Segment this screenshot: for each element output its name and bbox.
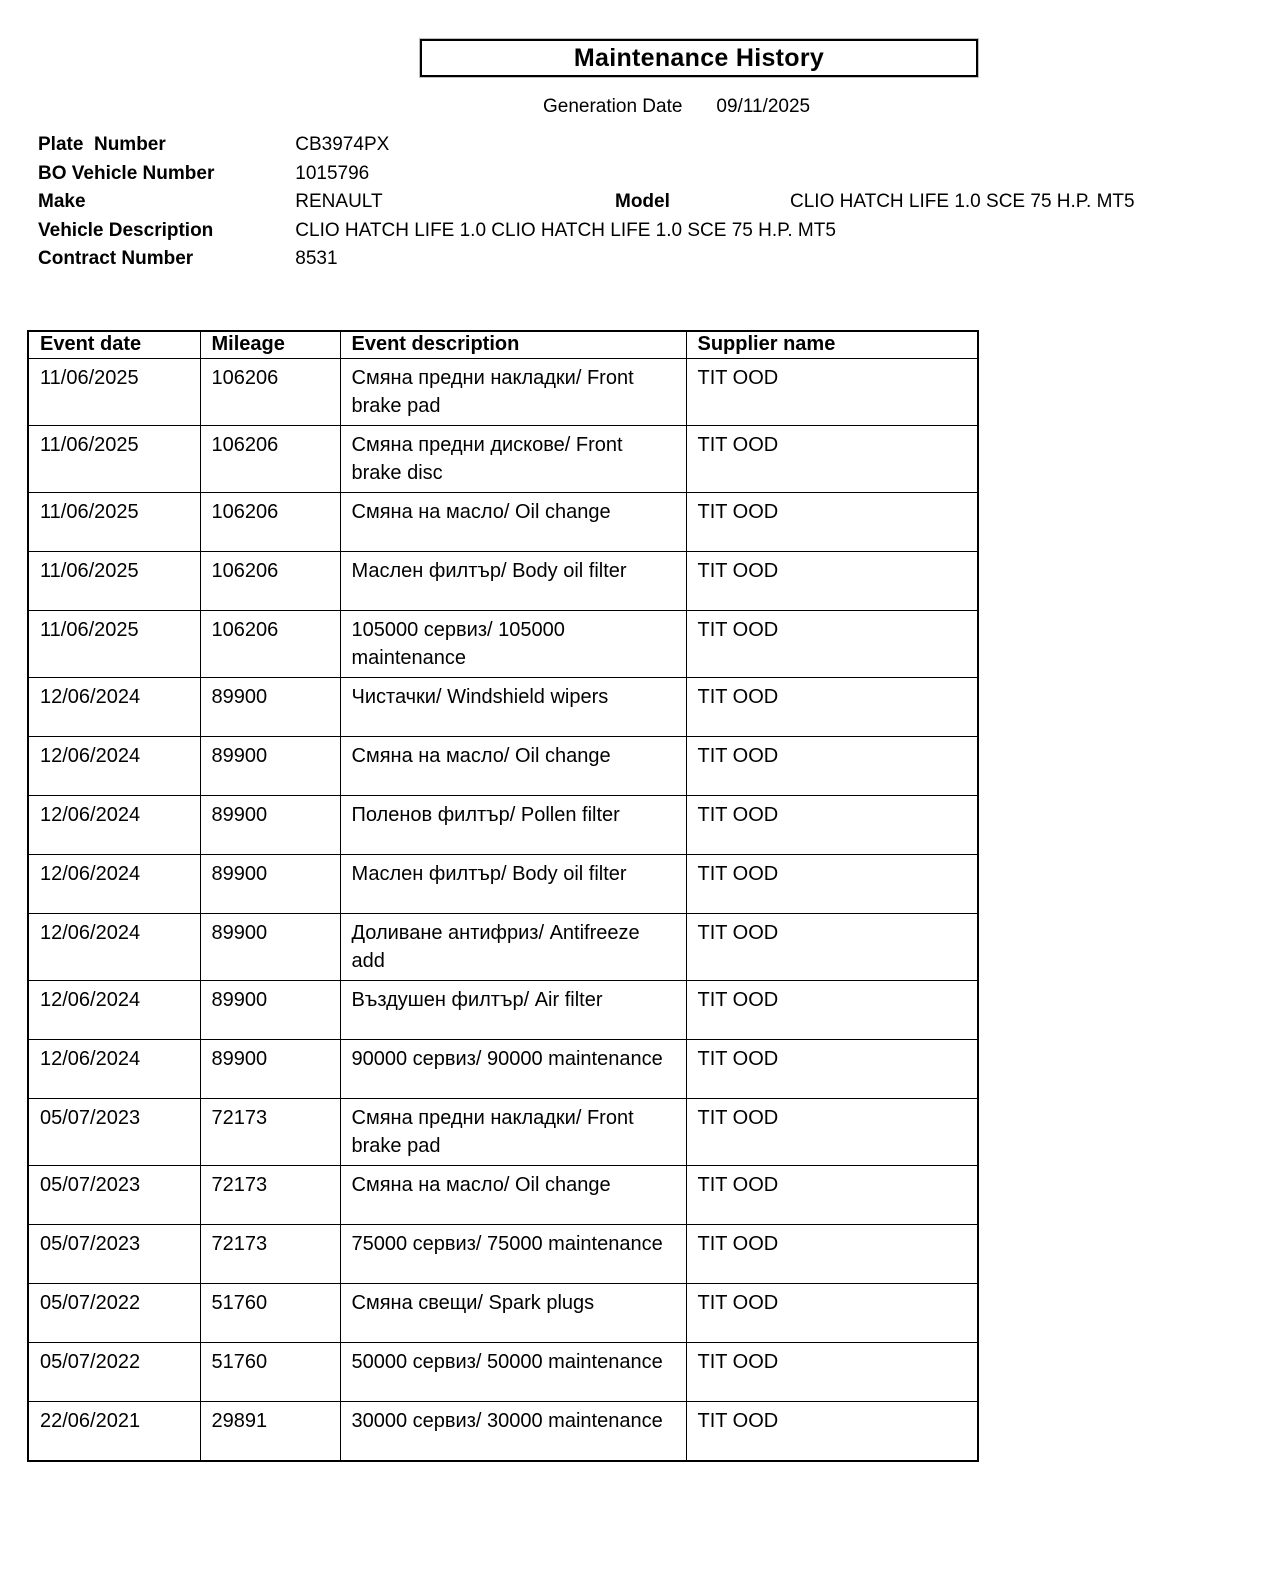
table-row [28, 493, 978, 552]
mileage-cell: 89900 [200, 855, 340, 914]
mileage-cell: 89900 [200, 796, 340, 855]
vehicle-description-label: Vehicle Description [38, 219, 214, 241]
make-label: Make [38, 191, 86, 213]
header-mileage: Mileage [200, 331, 340, 359]
supplier-name-cell: TIT OOD [686, 426, 978, 493]
table-row [28, 1284, 978, 1343]
mileage-cell: 51760 [200, 1284, 340, 1343]
event-date-cell: 05/07/2022 [28, 1284, 200, 1343]
event-description-cell: Смяна свещи/ Spark plugs [340, 1284, 686, 1343]
mileage-cell: 89900 [200, 737, 340, 796]
event-description-cell: Доливане антифриз/ Antifreeze add [340, 914, 686, 981]
event-date-cell: 22/06/2021 [28, 1402, 200, 1461]
supplier-name-cell: TIT OOD [686, 493, 978, 552]
contract-number-value: 8531 [295, 248, 338, 270]
event-description-cell: Смяна предни дискове/ Front brake disc [340, 426, 686, 493]
event-date-cell: 05/07/2023 [28, 1166, 200, 1225]
event-date-cell: 11/06/2025 [28, 611, 200, 678]
table-row [28, 426, 978, 493]
plate-number-value: CB3974PX [295, 134, 390, 155]
report-title-box [420, 39, 978, 77]
event-date-cell: 05/07/2023 [28, 1225, 200, 1284]
event-description-cell: Смяна на масло/ Oil change [340, 1166, 686, 1225]
event-date-cell: 12/06/2024 [28, 914, 200, 981]
event-date-cell: 12/06/2024 [28, 1040, 200, 1099]
supplier-name-cell: TIT OOD [686, 611, 978, 678]
info-row-contract-number [38, 245, 836, 274]
event-description-cell: 30000 сервиз/ 30000 maintenance [340, 1402, 686, 1461]
event-description-cell: Смяна на масло/ Oil change [340, 493, 686, 552]
model-label: Model [615, 191, 670, 213]
vehicle-info-block [38, 131, 1135, 274]
supplier-name-cell: TIT OOD [686, 1099, 978, 1166]
plate-number-label: Plate Number [38, 134, 166, 155]
bo-vehicle-number-value: 1015796 [295, 162, 370, 184]
event-date-cell: 12/06/2024 [28, 737, 200, 796]
table-row [28, 611, 978, 678]
make-value: RENAULT [295, 191, 383, 213]
mileage-cell: 29891 [200, 1402, 340, 1461]
table-row [28, 981, 978, 1040]
event-description-cell: 75000 сервиз/ 75000 maintenance [340, 1225, 686, 1284]
mileage-cell: 106206 [200, 426, 340, 493]
table-header [28, 331, 978, 359]
maintenance-history-table [27, 330, 979, 1462]
supplier-name-cell: TIT OOD [686, 1225, 978, 1284]
table-row [28, 796, 978, 855]
generation-date-line [543, 96, 810, 118]
supplier-name-cell: TIT OOD [686, 981, 978, 1040]
mileage-cell: 89900 [200, 914, 340, 981]
mileage-cell: 106206 [200, 493, 340, 552]
event-date-cell: 12/06/2024 [28, 796, 200, 855]
info-row-vehicle-description [38, 217, 836, 246]
mileage-cell: 89900 [200, 1040, 340, 1099]
mileage-cell: 72173 [200, 1099, 340, 1166]
header-event-description: Event description [340, 331, 686, 359]
supplier-name-cell: TIT OOD [686, 678, 978, 737]
mileage-cell: 72173 [200, 1166, 340, 1225]
event-description-cell: Въздушен филтър/ Air filter [340, 981, 686, 1040]
event-description-cell: Чистачки/ Windshield wipers [340, 678, 686, 737]
table-row [28, 678, 978, 737]
supplier-name-cell: TIT OOD [686, 737, 978, 796]
table-row [28, 1402, 978, 1461]
mileage-cell: 106206 [200, 611, 340, 678]
supplier-name-cell: TIT OOD [686, 914, 978, 981]
event-description-cell: Маслен филтър/ Body oil filter [340, 552, 686, 611]
table-row [28, 1040, 978, 1099]
event-description-cell: 105000 сервиз/ 105000 maintenance [340, 611, 686, 678]
header-supplier-name: Supplier name [686, 331, 978, 359]
event-description-cell: 50000 сервиз/ 50000 maintenance [340, 1343, 686, 1402]
event-description-cell: Смяна на масло/ Oil change [340, 737, 686, 796]
page-title: Maintenance History [573, 43, 825, 72]
bo-vehicle-number-label: BO Vehicle Number [38, 162, 215, 184]
model-value: CLIO HATCH LIFE 1.0 SCE 75 H.P. MT5 [790, 191, 1135, 213]
event-description-cell: Поленов филтър/ Pollen filter [340, 796, 686, 855]
table-row [28, 1099, 978, 1166]
event-date-cell: 11/06/2025 [28, 426, 200, 493]
event-date-cell: 11/06/2025 [28, 552, 200, 611]
event-date-cell: 11/06/2025 [28, 359, 200, 426]
mileage-cell: 106206 [200, 552, 340, 611]
header-event-date: Event date [28, 331, 200, 359]
table-row [28, 359, 978, 426]
supplier-name-cell: TIT OOD [686, 1040, 978, 1099]
table-row [28, 855, 978, 914]
mileage-cell: 72173 [200, 1225, 340, 1284]
generation-date-value: 09/11/2025 [716, 96, 811, 117]
event-date-cell: 12/06/2024 [28, 981, 200, 1040]
event-date-cell: 12/06/2024 [28, 855, 200, 914]
mileage-cell: 89900 [200, 981, 340, 1040]
info-row-bo-vehicle-number [38, 160, 836, 189]
event-date-cell: 05/07/2023 [28, 1099, 200, 1166]
table-row [28, 1343, 978, 1402]
event-description-cell: 90000 сервиз/ 90000 maintenance [340, 1040, 686, 1099]
event-date-cell: 05/07/2022 [28, 1343, 200, 1402]
supplier-name-cell: TIT OOD [686, 359, 978, 426]
generation-date-label: Generation Date [543, 96, 683, 117]
info-row-plate-number [38, 131, 836, 160]
supplier-name-cell: TIT OOD [686, 1343, 978, 1402]
mileage-cell: 51760 [200, 1343, 340, 1402]
supplier-name-cell: TIT OOD [686, 855, 978, 914]
table-body [28, 359, 978, 1461]
event-description-cell: Смяна предни накладки/ Front brake pad [340, 1099, 686, 1166]
table-row [28, 914, 978, 981]
mileage-cell: 106206 [200, 359, 340, 426]
supplier-name-cell: TIT OOD [686, 1284, 978, 1343]
table-header-row [28, 331, 978, 359]
event-description-cell: Смяна предни накладки/ Front brake pad [340, 359, 686, 426]
event-date-cell: 11/06/2025 [28, 493, 200, 552]
vehicle-description-value: CLIO HATCH LIFE 1.0 CLIO HATCH LIFE 1.0 SCE 75 H.P. MT5 [295, 219, 836, 241]
event-date-cell: 12/06/2024 [28, 678, 200, 737]
table-row [28, 1166, 978, 1225]
table-row [28, 737, 978, 796]
supplier-name-cell: TIT OOD [686, 1402, 978, 1461]
supplier-name-cell: TIT OOD [686, 1166, 978, 1225]
table-row [28, 1225, 978, 1284]
supplier-name-cell: TIT OOD [686, 796, 978, 855]
table-row [28, 552, 978, 611]
contract-number-label: Contract Number [38, 248, 194, 270]
mileage-cell: 89900 [200, 678, 340, 737]
supplier-name-cell: TIT OOD [686, 552, 978, 611]
event-description-cell: Маслен филтър/ Body oil filter [340, 855, 686, 914]
info-row-make-model [38, 188, 1135, 217]
